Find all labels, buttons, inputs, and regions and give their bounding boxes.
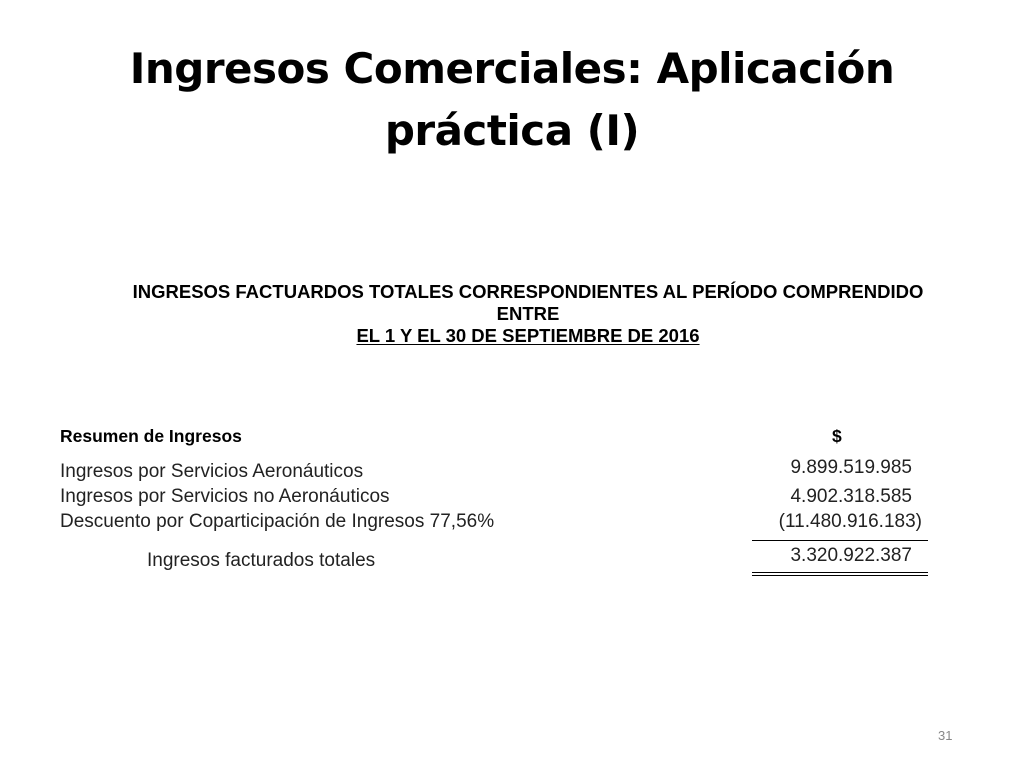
total-value: 3.320.922.387: [790, 545, 912, 566]
currency-header-label: $: [832, 426, 842, 446]
report-heading-line-1: INGRESOS FACTUARDOS TOTALES CORRESPONDIENTES AL PERÍODO COMPRENDIDO: [132, 281, 924, 302]
report-heading-line-3: EL 1 Y EL 30 DE SEPTIEMBRE DE 2016: [356, 325, 700, 346]
total-double-rule-top: [752, 572, 928, 573]
summary-header-label: Resumen de Ingresos: [60, 426, 242, 446]
report-heading: [80, 281, 976, 347]
slide-title-line-2: práctica (I): [384, 106, 640, 155]
income-row-value: (11.480.916.183): [778, 511, 922, 532]
page-number: 31: [938, 728, 953, 743]
income-row-label: Descuento por Coparticipación de Ingresos 77,56%: [60, 511, 495, 532]
total-label: Ingresos facturados totales: [147, 550, 376, 571]
income-row-label: Ingresos por Servicios Aeronáuticos: [60, 461, 364, 482]
income-row-value: 9.899.519.985: [790, 457, 912, 478]
slide-title: [0, 38, 1024, 162]
slide-title-line-1: Ingresos Comerciales: Aplicación: [129, 44, 895, 93]
subtotal-rule: [752, 540, 928, 541]
total-double-rule-bottom: [752, 575, 928, 576]
report-heading-line-2: ENTRE: [496, 303, 560, 324]
income-row-value: 4.902.318.585: [790, 486, 912, 507]
income-row-label: Ingresos por Servicios no Aeronáuticos: [60, 486, 390, 507]
